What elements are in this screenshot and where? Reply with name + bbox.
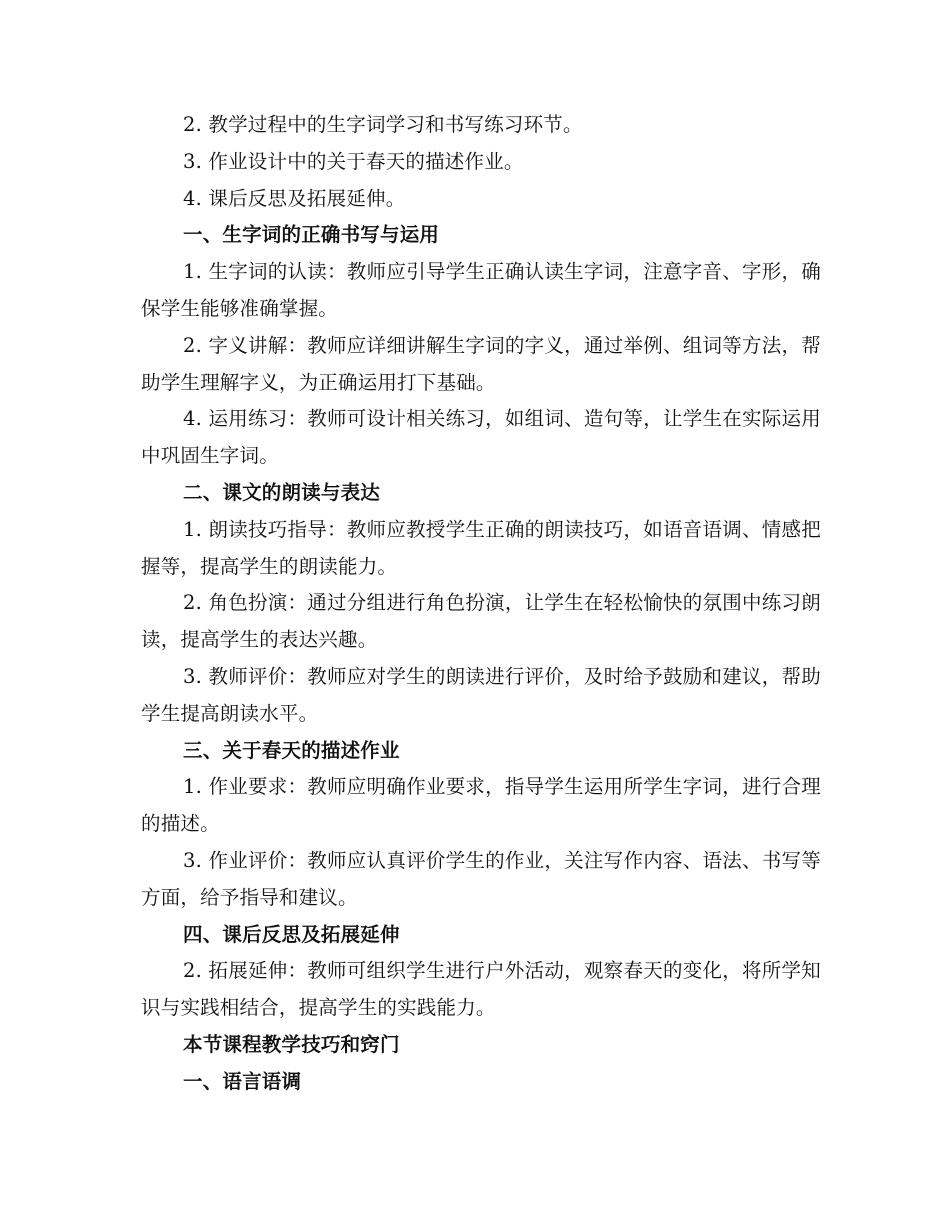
paragraph-role-play: 2. 角色扮演：通过分组进行角色扮演，让学生在轻松愉快的氛围中练习朗读，提高学生的表达兴趣。 [141,591,821,652]
paragraph-homework-requirements: 1. 作业要求：教师应明确作业要求，指导学生运用所学生字词，进行合理的描述。 [141,775,821,836]
paragraph-teacher-evaluation: 3. 教师评价：教师应对学生的朗读进行评价，及时给予鼓励和建议，帮助学生提高朗读水平。 [141,664,821,725]
document-body [141,107,821,1101]
paragraph-practice: 4. 运用练习：教师可设计相关练习，如组词、造句等，让学生在实际运用中巩固生字词。 [141,407,821,468]
course-tips-heading: 本节课程教学技巧和窍门 [183,1032,400,1056]
paragraph-meaning: 2. 字义讲解：教师应详细讲解生字词的字义，通过举例、组词等方法，帮助学生理解字义，为正确运用打下基础。 [141,333,821,394]
paragraph-homework-evaluation: 3. 作业评价：教师应认真评价学生的作业，关注写作内容、语法、书写等方面，给予指导和建议。 [141,848,821,909]
list-item-3: 3. 作业设计中的关于春天的描述作业。 [183,149,524,173]
paragraph-extension: 2. 拓展延伸：教师可组织学生进行户外活动，观察春天的变化，将所学知识与实践相结合，提高学生的实践能力。 [141,959,821,1020]
section-heading-3: 三、关于春天的描述作业 [183,738,400,762]
paragraph-recognition: 1. 生字词的认读：教师应引导学生正确认读生字词，注意字音、字形，确保学生能够准确掌握。 [141,260,821,320]
paragraph-reading-skills: 1. 朗读技巧指导：教师应教授学生正确的朗读技巧，如语音语调、情感把握等，提高学生的朗读能力。 [141,517,821,578]
section-heading-4: 四、课后反思及拓展延伸 [183,922,400,946]
list-item-4: 4. 课后反思及拓展延伸。 [183,186,406,210]
tips-section-heading-1: 一、语言语调 [183,1069,302,1093]
section-heading-2: 二、课文的朗读与表达 [183,480,381,504]
list-item-2: 2. 教学过程中的生字词学习和书写练习环节。 [183,113,583,136]
section-heading-1: 一、生字词的正确书写与运用 [183,223,440,247]
